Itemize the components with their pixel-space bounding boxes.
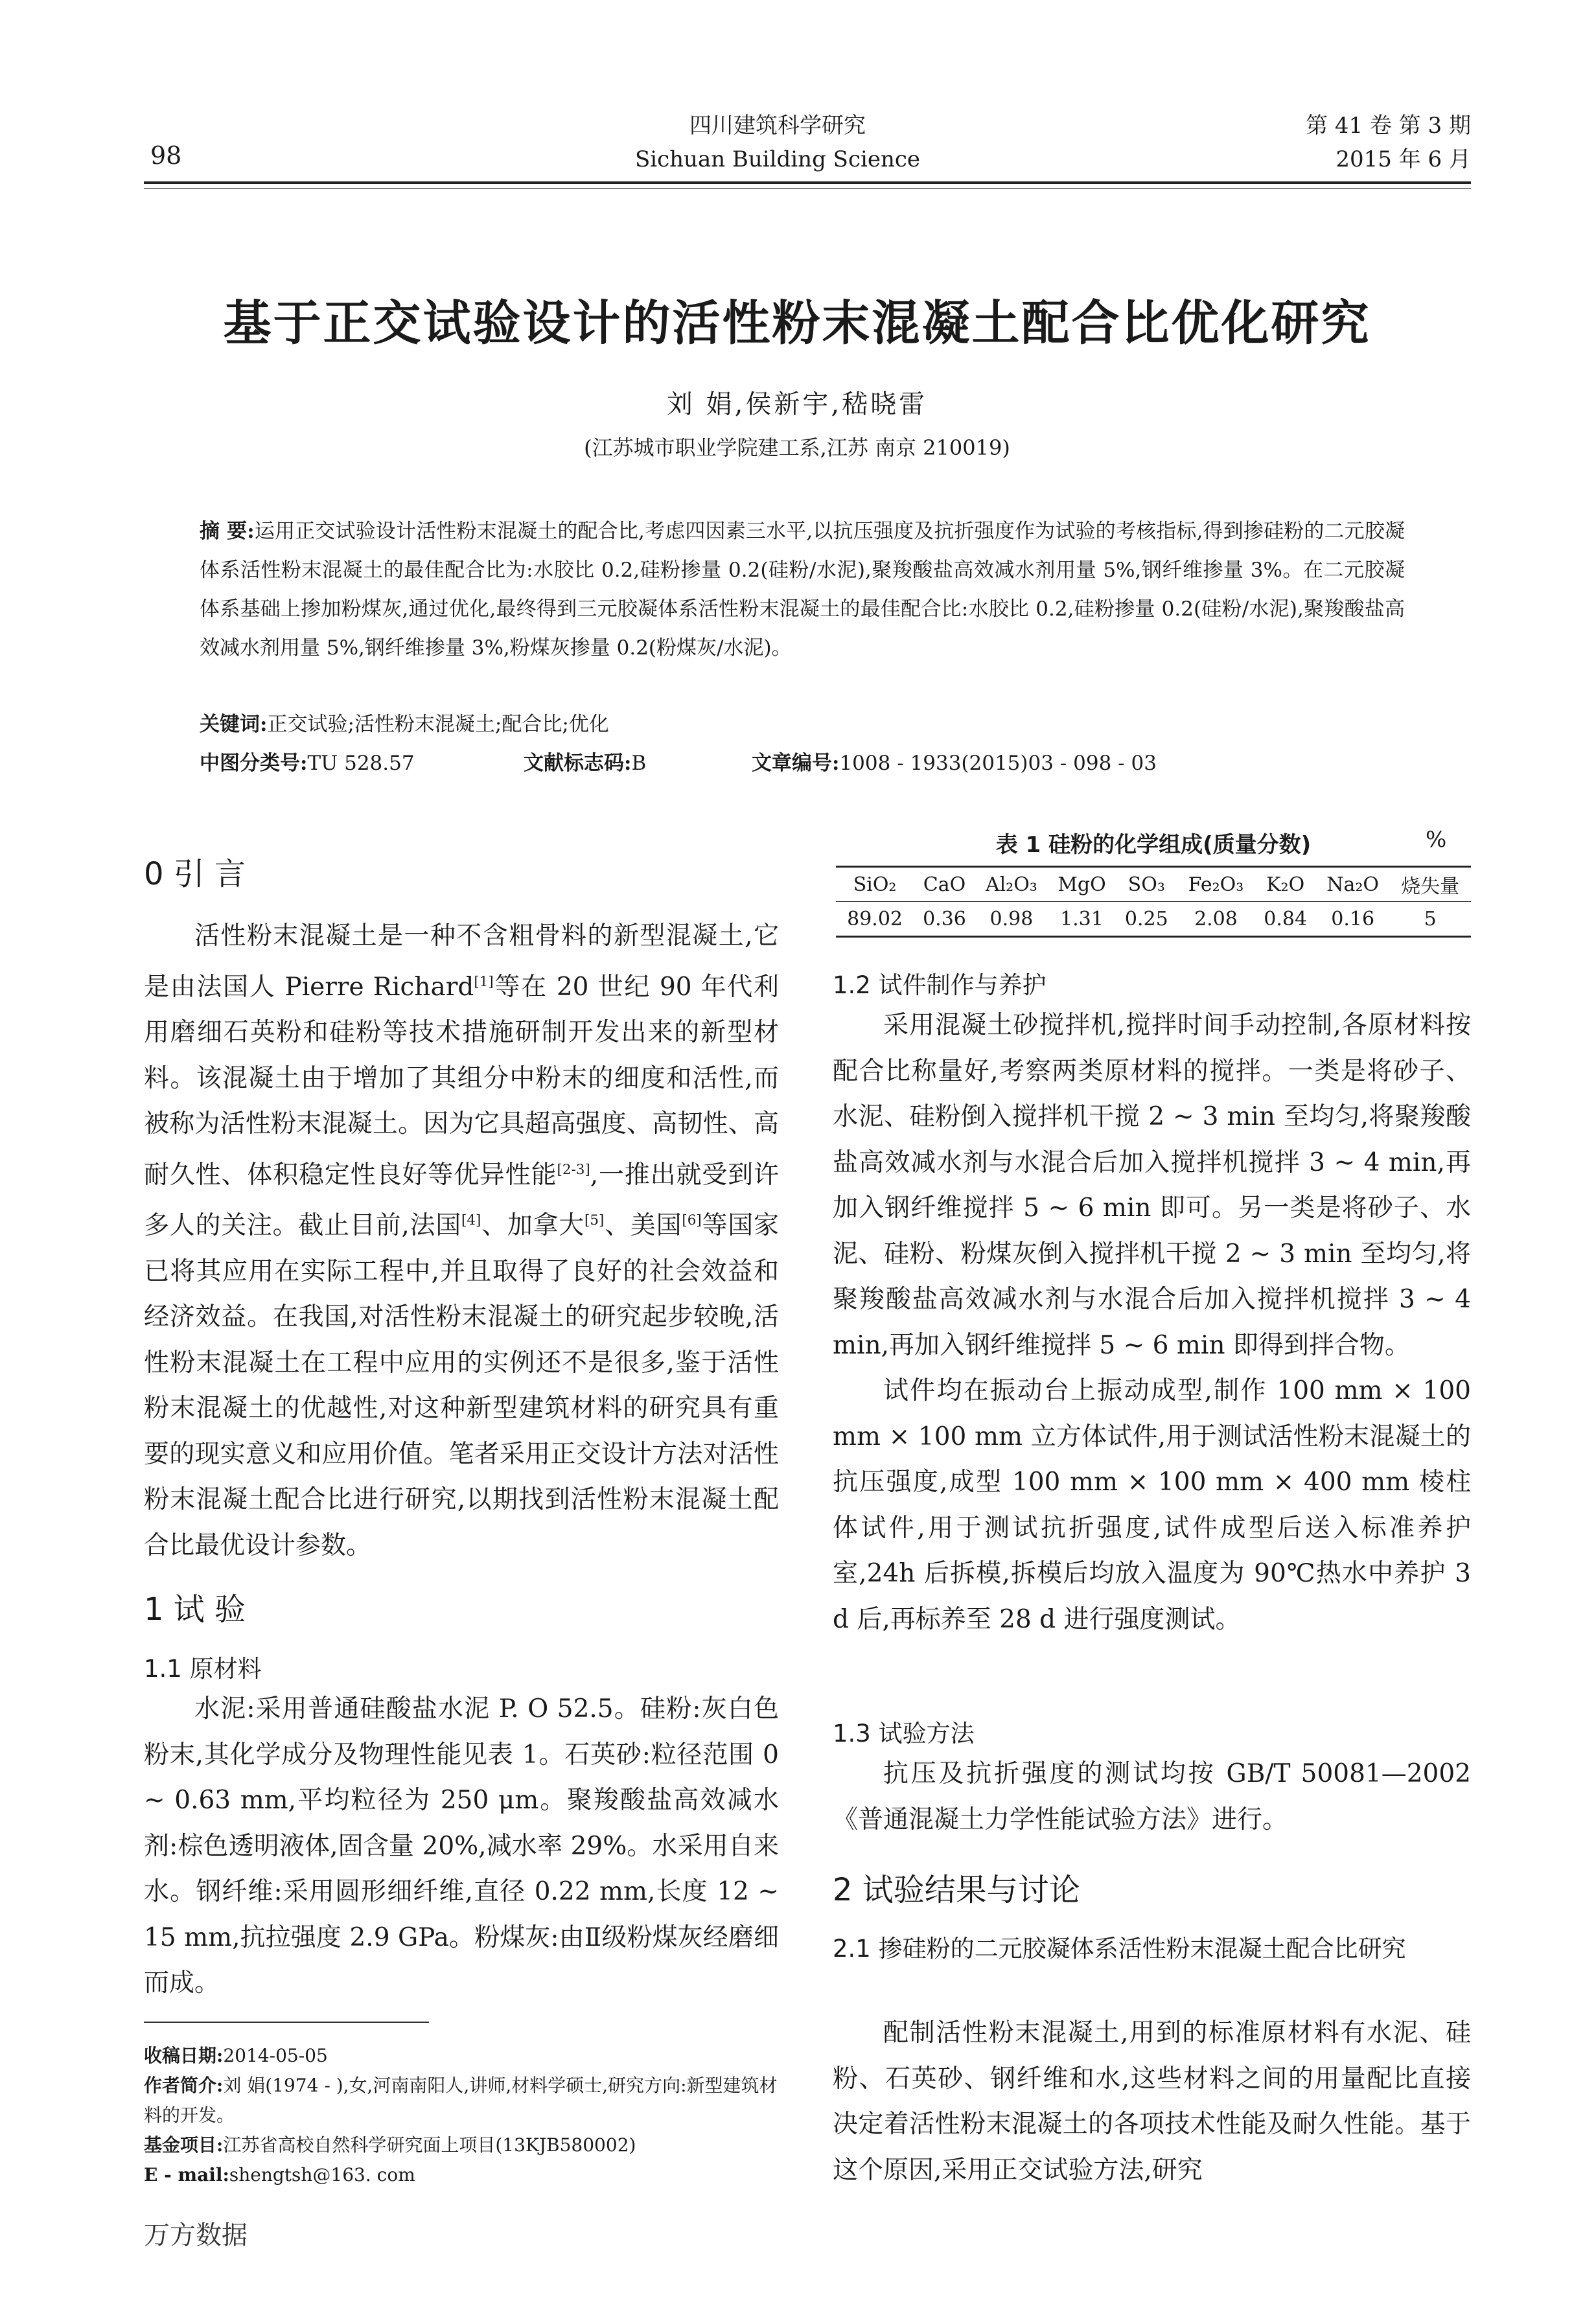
- intro-body: [144, 914, 779, 1569]
- table-header-cell: CaO: [914, 867, 975, 902]
- footnote-fund: [144, 2130, 792, 2160]
- citation: [6]: [682, 1212, 702, 1228]
- header-rule-thin: [144, 188, 1471, 189]
- clc-label: 中图分类号:: [200, 752, 308, 775]
- intro-text: 等国家已将其应用在实际工程中,并且取得了良好的社会效益和经济效益。在我国,对活性粉末混凝土的研究起步较晚,活性粉末混凝土在工程中应用的实例还不是很多,鉴于活性粉末混凝土的优越性,对这种新型建筑材料的研究具有重要的现实意义和应用价值。笔者采用正交设计方法对活性粉末混凝土配合比进行研究,以期找到活性粉末混凝土配合比最优设计参数。: [144, 1211, 779, 1560]
- article-value: 1008 - 1933(2015)03 - 098 - 03: [839, 752, 1157, 775]
- binary-paragraph: 配制活性粉末混凝土,用到的标准原材料有水泥、硅粉、石英砂、钢纤维和水,这些材料之间的用量配比直接决定着活性粉末混凝土的各项技术性能及耐久性能。基于这个原因,采用正交试验方法,研究: [833, 2018, 1471, 2185]
- article-number: [752, 746, 1157, 776]
- preparation-paragraph-2: 试件均在振动台上振动成型,制作 100 mm × 100 mm × 100 mm 立方体试件,用于测试活性粉末混凝土的抗压强度,成型 100 mm × 100 mm × 400 mm 棱柱体试件,用于测试抗折强度,试件成型后送入标准养护室,24h 后拆模,拆模后均放入温度为 90℃热水中养护 3 d 后,再标养至 28 d 进行强度测试。: [833, 1376, 1471, 1634]
- abstract-label: 摘 要:: [200, 520, 255, 543]
- abstract: [200, 512, 1405, 667]
- footnote-value: 2014-05-05: [223, 2045, 328, 2066]
- table-header-cell: SiO₂: [836, 867, 914, 902]
- intro-text: 、加拿大: [481, 1211, 585, 1240]
- subsection-heading-materials: 1.1 原材料: [144, 1655, 262, 1683]
- citation: [2-3]: [557, 1161, 590, 1178]
- footnotes: [144, 2041, 792, 2190]
- table-header-cell: K₂O: [1255, 867, 1316, 902]
- citation: [5]: [584, 1212, 605, 1228]
- intro-paragraph: [144, 914, 779, 1569]
- footnote-value: shengtsh@163. com: [229, 2164, 415, 2185]
- doc-value: B: [631, 752, 647, 775]
- table-cell: 0.98: [975, 902, 1048, 937]
- preparation-paragraph-1: 采用混凝土砂搅拌机,搅拌时间手动控制,各原材料按配合比称量好,考察两类原材料的搅拌。一类是将砂子、水泥、硅粉倒入搅拌机干搅 2 ~ 3 min 至均匀,将聚羧酸盐高效减水剂与水混合后加入搅拌机搅拌 3 ~ 4 min,再加入钢纤维搅拌 5 ~ 6 min 即可。另一类是将砂子、水泥、硅粉、粉煤灰倒入搅拌机干搅 2 ~ 3 min 至均匀,将聚羧酸盐高效减水剂与水混合后加入搅拌机搅拌 3 ~ 4 min,再加入钢纤维搅拌 5 ~ 6 min 即得到拌合物。: [833, 1011, 1471, 1360]
- watermark: 万方数据: [144, 2220, 248, 2250]
- footnote-rule: [144, 2022, 429, 2023]
- journal-name-en: Sichuan Building Science: [634, 146, 921, 172]
- table-cell: 0.16: [1316, 902, 1389, 937]
- materials-paragraph: 水泥:采用普通硅酸盐水泥 P. O 52.5。硅粉:灰白色粉末,其化学成分及物理性能见表 1。石英砂:粒径范围 0 ~ 0.63 mm,平均粒径为 250 μm。聚羧酸盐高效减水剂:棕色透明液体,固含量 20%,减水率 29%。水采用自来水。钢纤维:采用圆形细纤维,直径 0.22 mm,长度 12 ~ 15 mm,抗拉强度 2.9 GPa。粉煤灰:由Ⅱ级粉煤灰经磨细而成。: [144, 1694, 779, 1998]
- keywords: [200, 708, 1405, 737]
- method-paragraph: 抗压及抗折强度的测试均按 GB/T 50081—2002《普通混凝土力学性能试验方法》进行。: [833, 1759, 1471, 1834]
- doc-label: 文献标志码:: [524, 752, 632, 775]
- volume-issue: 第 41 卷 第 3 期: [1306, 113, 1471, 139]
- journal-name-cn: 四川建筑科学研究: [689, 113, 866, 139]
- preparation-body: [833, 1003, 1471, 1643]
- table-unit: %: [1426, 827, 1447, 853]
- table-cell: 5: [1389, 902, 1471, 937]
- footnote-label: 收稿日期:: [144, 2045, 224, 2066]
- affiliation: (江苏城市职业学院建工系,江苏 南京 210019): [584, 435, 1010, 460]
- journal-name: [583, 109, 972, 176]
- footnote-label: E - mail:: [144, 2164, 229, 2185]
- intro-text: 、美国: [604, 1211, 682, 1240]
- issue-info: [1257, 109, 1471, 176]
- author-list: 刘 娟,侯新宇,嵇晓雷: [666, 389, 928, 419]
- table-header-cell: MgO: [1048, 867, 1116, 902]
- table-cell: 1.31: [1048, 902, 1116, 937]
- intro-text: ,一推出就受到许多人的关注。截止目前,法国: [144, 1160, 779, 1240]
- section-heading-results: 2 试验结果与讨论: [833, 1872, 1080, 1908]
- table-cell: 0.25: [1116, 902, 1177, 937]
- keywords-text: 正交试验;活性粉末混凝土;配合比;优化: [267, 713, 609, 736]
- section-heading-experiment: 1 试 验: [144, 1591, 246, 1628]
- table-cell: 2.08: [1177, 902, 1255, 937]
- footnote-email: [144, 2160, 792, 2190]
- citation: [4]: [461, 1212, 481, 1228]
- subsection-heading-preparation: 1.2 试件制作与养护: [833, 971, 1047, 999]
- table-title: 表 1 硅粉的化学组成(质量分数): [995, 832, 1312, 858]
- binary-body: [833, 2011, 1471, 2193]
- table-header-cell: Na₂O: [1316, 867, 1389, 902]
- header-rule-thick: [144, 181, 1471, 184]
- document-code: [524, 746, 646, 776]
- table-cell: 0.84: [1255, 902, 1316, 937]
- page-number: 98: [150, 141, 182, 170]
- footnote-label: 基金项目:: [144, 2134, 224, 2156]
- table-header-cell: 烧失量: [1389, 867, 1471, 902]
- table-row: [836, 902, 1471, 937]
- chemical-composition-table: [836, 866, 1471, 938]
- footnote-label: 作者简介:: [144, 2075, 224, 2096]
- subsection-heading-binary: 2.1 掺硅粉的二元胶凝体系活性粉末混凝土配合比研究: [833, 1935, 1406, 1963]
- table-cell: 0.36: [914, 902, 975, 937]
- article-label: 文章编号:: [752, 752, 840, 775]
- table-header-row: [836, 867, 1471, 902]
- footnote-author: [144, 2071, 792, 2130]
- clc-number: [200, 746, 415, 776]
- table-header-cell: Fe₂O₃: [1177, 867, 1255, 902]
- intro-text: 等在 20 世纪 90 年代利用磨细石英粉和硅粉等技术措施研制开发出来的新型材料。该混凝土由于增加了其组分中粉末的细度和活性,而被称为活性粉末混凝土。因为它具超高强度、高韧性、高耐久性、体积稳定性良好等优异性能: [144, 972, 779, 1190]
- citation: [1]: [474, 973, 494, 990]
- method-body: [833, 1751, 1471, 1843]
- abstract-text: 运用正交试验设计活性粉末混凝土的配合比,考虑四因素三水平,以抗压强度及抗折强度作为试验的考核指标,得到掺硅粉的二元胶凝体系活性粉末混凝土的最佳配合比为:水胶比 0.2,硅粉掺量 0.2(硅粉/水泥),聚羧酸盐高效减水剂用量 5%,钢纤维掺量 3%。在二元胶凝体系基础上掺加粉煤灰,通过优化,最终得到三元胶凝体系活性粉末混凝土的最佳配合比:水胶比 0.2,硅粉掺量 0.2(硅粉/水泥),聚羧酸盐高效减水剂用量 5%,钢纤维掺量 3%,粉煤灰掺量 0.2(粉煤灰/水泥)。: [200, 520, 1405, 660]
- materials-body: [144, 1687, 779, 2007]
- section-heading-intro: 0 引 言: [144, 856, 246, 892]
- keywords-label: 关键词:: [200, 713, 268, 736]
- footnote-value: 江苏省高校自然科学研究面上项目(13KJB580002): [223, 2134, 636, 2156]
- table-header-cell: SO₃: [1116, 867, 1177, 902]
- table-header-cell: Al₂O₃: [975, 867, 1048, 902]
- footnote-received: [144, 2041, 792, 2071]
- table-cell: 89.02: [836, 902, 914, 937]
- intro-text: 活性粉末混凝土是一种不含粗骨料的新型混凝土,它是由法国人 Pierre Richard: [144, 921, 779, 1002]
- footnote-value: 刘 娟(1974 - ),女,河南南阳人,讲师,材料学硕士,研究方向:新型建筑材料的开发。: [144, 2075, 778, 2126]
- clc-value: TU 528.57: [307, 752, 415, 775]
- paper-title: 基于正交试验设计的活性粉末混凝土配合比优化研究: [223, 295, 1371, 351]
- subsection-heading-method: 1.3 试验方法: [833, 1720, 975, 1747]
- issue-date: 2015 年 6 月: [1336, 146, 1471, 172]
